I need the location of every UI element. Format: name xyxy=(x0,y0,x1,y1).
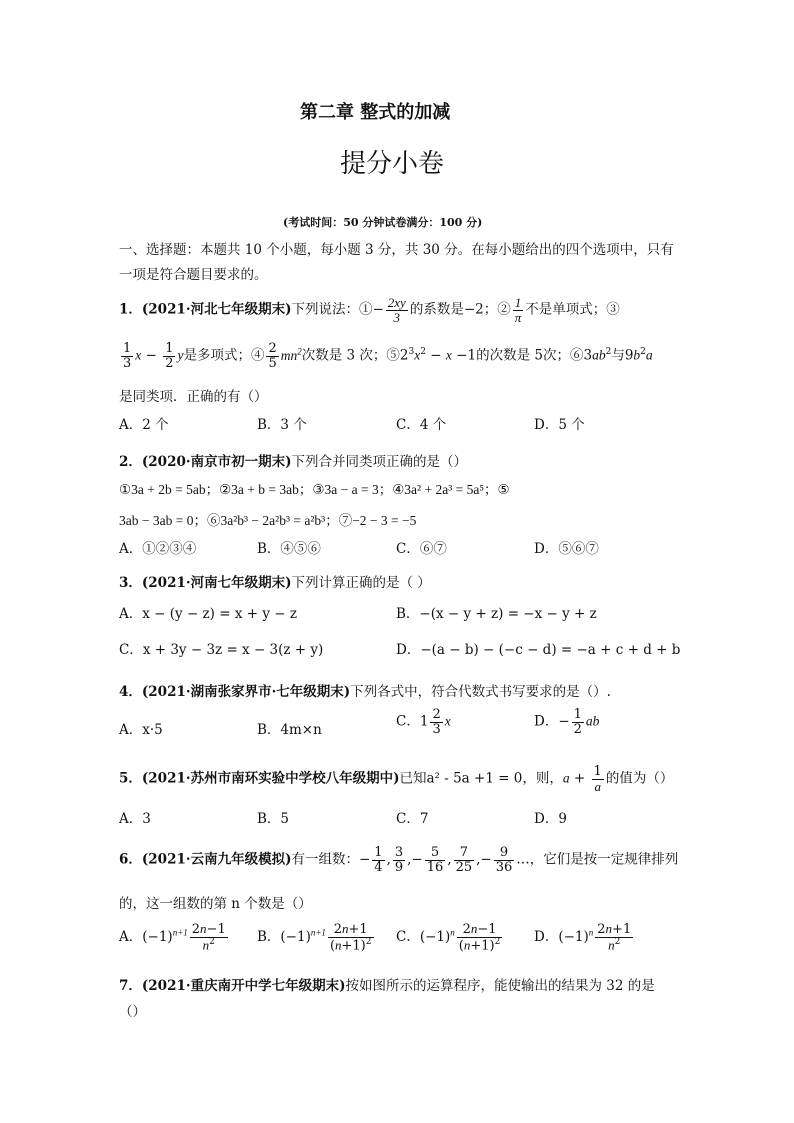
option-b[interactable]: B．−(x − y + z) = −x − y + z xyxy=(396,606,597,622)
question-text: 下列计算正确的是（ ） xyxy=(291,575,431,591)
question-7-line2: （） xyxy=(119,1004,146,1020)
question-text: 已知a² - 5a +1 = 0，则， xyxy=(399,770,563,787)
option-label: D．− xyxy=(534,713,570,730)
option-b[interactable]: B．④⑤⑥ xyxy=(257,541,321,557)
question-number: 2． xyxy=(119,454,142,470)
question-text: …，它们是按一定规律排列 xyxy=(516,851,679,868)
math-fraction: $\frac{2}{3}$ xyxy=(432,707,441,737)
option-label: B．(−1) xyxy=(257,928,311,945)
exam-info: (考试时间：50 分钟试卷满分：100 分) xyxy=(283,216,483,229)
option-label: C． xyxy=(396,713,420,730)
question-source: (2021·河北七年级期末) xyxy=(141,301,292,318)
option-b[interactable]: B．$(-1)^{n+1}$ $\frac{2n+1}{(n+1)^2}$ xyxy=(257,921,372,953)
question-source: (2021·重庆南开中学七年级期末) xyxy=(141,978,346,994)
question-text: 下列各式中，符合代数式书写要求的是（）. xyxy=(350,684,611,700)
option-label: D．(−1) xyxy=(534,928,589,945)
question-text: 次数是 3 次；⑤ xyxy=(301,347,400,364)
question-6-line2: 的，这一组数的第 n 个数是（） xyxy=(119,896,312,912)
option-a[interactable]: A．①②③④ xyxy=(119,541,197,557)
question-text: 有一组数： xyxy=(291,851,359,868)
option-c[interactable]: C．1 $\frac{2}{3}$ x xyxy=(396,707,451,737)
option-b[interactable]: B．4m×n xyxy=(257,722,322,738)
question-text: 的次数是 5次；⑥ xyxy=(476,347,584,364)
option-label: A．(−1) xyxy=(119,928,173,945)
question-text: 是多项式；④ xyxy=(183,347,265,364)
option-a[interactable]: A．x − (y − z) = x + y − z xyxy=(119,606,297,622)
option-b[interactable]: B．3 个 xyxy=(257,417,307,433)
question-2-line1 xyxy=(119,450,467,470)
question-number: 3． xyxy=(119,575,142,591)
option-c[interactable]: C．x + 3y − 3z = x − 3(z + y) xyxy=(119,642,324,658)
section-instructions-line1: 一、选择题：本题共 10 个小题，每小题 3 分，共 30 分。在每小题给出的四个选项中，只有 xyxy=(119,242,674,258)
question-text: 的系数是−2；② xyxy=(409,301,511,318)
question-4-line1 xyxy=(119,680,611,700)
math-fraction: $\frac{2}{5}$ xyxy=(268,341,277,371)
question-1-line2: $\frac{1}{3}$ x − $\frac{1}{2}$ y是多项式；④ $\frac{2}{5}$ $mn^2$次数是 3 次；$⑤2^3x^2 - x -1$的次数是 5次；$⑥3ab^2$与$9b^2a$ xyxy=(123,341,653,371)
option-a[interactable]: A．$(-1)^{n+1}$ $\frac{2n-1}{n^2}$ xyxy=(119,921,226,952)
math-fraction: $\frac{1}{3}$ xyxy=(123,341,132,371)
option-c[interactable]: C．$(-1)^n$ $\frac{2n-1}{(n+1)^2}$ xyxy=(396,921,501,953)
option-d[interactable]: D．−(a − b) − (−c − d) = −a + c + d + b xyxy=(396,642,681,658)
math-fraction: $\frac{1}{\pi}$ xyxy=(514,295,522,325)
question-text: 的值为（） xyxy=(605,770,674,787)
question-number: 6． xyxy=(119,851,142,868)
math-fraction: $\frac{2xy}{3}$ xyxy=(387,295,406,325)
question-7-line1 xyxy=(119,974,655,994)
option-a[interactable]: A．2 个 xyxy=(119,417,169,433)
math-fraction: $\frac{1}{2}$ xyxy=(573,707,582,737)
question-3-line1 xyxy=(119,571,431,591)
question-number: 5． xyxy=(119,770,142,787)
question-text: 下列合并同类项正确的是（） xyxy=(291,454,467,470)
question-5-line1: 5．(2021·苏州市南环实验中学校八年级期中)已知a² - 5a +1 = 0，则，a + $\frac{1}{a}$ 的值为（） xyxy=(119,764,674,794)
question-2-expr1: ①3a + 2b = 5ab；②3a + b = 3ab；③3a − a = 3；④3a² + 2a³ = 5a⁵；⑤ xyxy=(119,482,510,497)
question-text: 与 xyxy=(611,347,625,364)
option-d[interactable]: D．− $\frac{1}{2}$ ab xyxy=(534,707,600,737)
option-c[interactable]: C．4 个 xyxy=(396,417,447,433)
section-instructions-line2: 一项是符合题目要求的。 xyxy=(119,267,268,283)
question-text: 按如图所示的运算程序，能使输出的结果为 32 的是 xyxy=(345,978,655,994)
option-c[interactable]: C．⑥⑦ xyxy=(396,541,447,557)
question-source: (2020·南京市初一期末) xyxy=(141,454,292,470)
question-number: 1． xyxy=(119,301,142,318)
question-text: 下列说法：① xyxy=(291,301,373,318)
math-fraction: $\frac{1}{a}$ xyxy=(593,764,602,794)
option-d[interactable]: D．5 个 xyxy=(534,417,585,433)
question-2-expr2: 3ab − 3ab = 0；⑥3a²b³ − 2a²b³ = a²b³；⑦−2 − 3 = −5 xyxy=(119,513,417,528)
option-c[interactable]: C．7 xyxy=(396,811,429,827)
math-fraction: $\frac{1}{2}$ xyxy=(165,341,174,371)
question-6-line1: 6．(2021·云南九年级模拟)有一组数：− $\frac{1}{4}$ , $\frac{3}{9}$ ,− $\frac{5}{16}$ , $\frac{7}{25}$ ,− $\frac{9}{36}$ …，它们是按一定规律排列 xyxy=(119,845,679,875)
option-d[interactable]: D．⑤⑥⑦ xyxy=(534,541,599,557)
question-number: 7． xyxy=(119,978,142,994)
question-number: 4． xyxy=(119,684,142,700)
option-label: C．(−1) xyxy=(396,928,451,945)
option-b[interactable]: B．5 xyxy=(257,811,290,827)
question-1-line1: 1．(2021·河北七年级期末)下列说法：①− $\frac{2xy}{3}$ 的系数是−2；② $\frac{1}{\pi}$ 不是单项式；③ xyxy=(119,295,620,325)
question-source: (2021·苏州市南环实验中学校八年级期中) xyxy=(141,770,400,787)
page-title: 提分小卷 xyxy=(340,149,445,179)
option-a[interactable]: A．3 xyxy=(119,811,151,827)
chapter-title: 第二章 整式的加减 xyxy=(300,102,451,123)
option-d[interactable]: D．9 xyxy=(534,811,567,827)
question-source: (2021·云南九年级模拟) xyxy=(141,851,292,868)
question-text: 不是单项式；③ xyxy=(525,301,620,318)
option-d[interactable]: D．$(-1)^n$ $\frac{2n+1}{n^2}$ xyxy=(534,921,632,952)
question-source: (2021·河南七年级期末) xyxy=(141,575,292,591)
option-a[interactable]: A．x·5 xyxy=(119,722,163,738)
question-1-line3: 是同类项．正确的有（） xyxy=(119,389,268,405)
question-source: (2021·湖南张家界市·七年级期末) xyxy=(141,684,351,700)
